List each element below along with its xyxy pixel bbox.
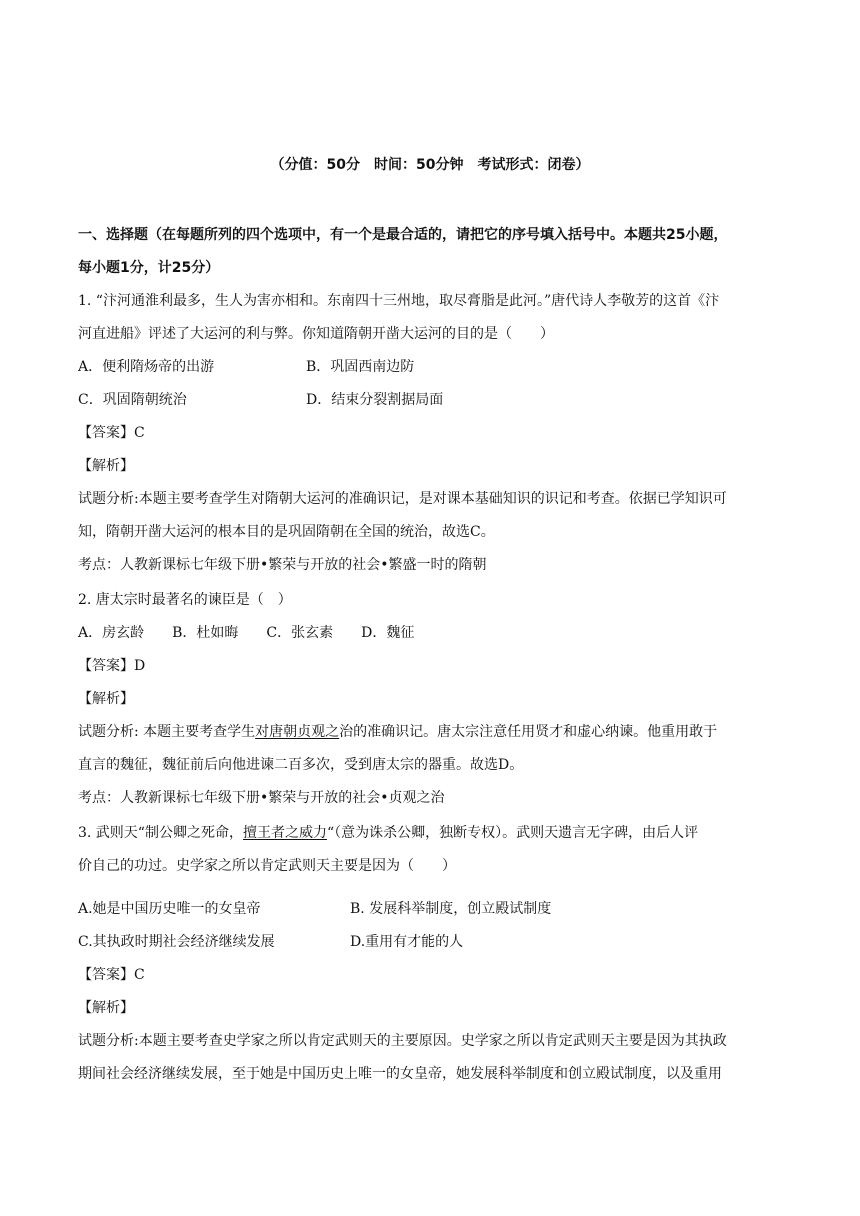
- section-title-line1: 一、选择题（在每题所列的四个选项中，有一个是最合适的，请把它的序号填入括号中。本题共25小题，: [78, 227, 728, 243]
- exam-info: （分值：50分 时间：50分钟 考试形式：闭卷）: [270, 157, 590, 173]
- q1-analysis-line1: 试题分析:本题主要考查学生对隋朝大运河的准确识记，是对课本基础知识的识记和考查。依据已学知识可: [78, 491, 727, 507]
- q3-analysis-line2: 期间社会经济继续发展，至于她是中国历史上唯一的女皇帝，她发展科举制度和创立殿试制度，以及重用: [78, 1066, 722, 1082]
- q1-analysis-line2: 知，隋朝开凿大运河的根本目的是巩固隋朝在全国的统治，故选C。: [78, 524, 495, 540]
- q3-stem-underlined: 擅王者之威力: [242, 825, 327, 841]
- q3-answer: 【答案】C: [78, 967, 145, 983]
- q2-analysis-line2: 直言的魏征，魏征前后向他进谏二百多次，受到唐太宗的器重。故选D。: [78, 757, 524, 773]
- q3-option-b: B. 发展科举制度，创立殿试制度: [350, 901, 552, 917]
- q3-stem-post: “（意为诛杀公卿，独断专权）。武则天遗言无字碑，由后人评: [326, 825, 699, 841]
- q2-options: A．房玄龄 B．杜如晦 C．张玄素 D．魏征: [78, 625, 415, 641]
- q2-analysis-pre: 试题分析: 本题主要考查学生: [78, 724, 256, 740]
- q2-knowledge-point: 考点：人教新课标七年级下册•繁荣与开放的社会•贞观之治: [78, 790, 445, 806]
- q1-stem-line1: 1. “汴河通淮利最多，生人为害亦相和。东南四十三州地，取尽膏脂是此河。”唐代诗人李敬芳的这首《汴: [78, 293, 720, 309]
- q2-stem: 2. 唐太宗时最著名的谏臣是（ ）: [78, 592, 292, 608]
- q1-option-d: D．结束分裂割据局面: [306, 392, 444, 408]
- section-title-line2: 每小题1分，计25分）: [78, 260, 220, 276]
- q2-analysis-line1: [78, 722, 717, 742]
- q1-answer: 【答案】C: [78, 425, 145, 441]
- q3-stem-pre: 3. 武则天“制公卿之死命，: [78, 825, 243, 841]
- q3-option-d: D.重用有才能的人: [350, 934, 464, 950]
- q1-analysis-label: 【解析】: [78, 458, 134, 474]
- q2-answer: 【答案】D: [78, 658, 146, 674]
- q2-analysis-label: 【解析】: [78, 691, 134, 707]
- q2-analysis-underlined: 对唐朝贞观之: [255, 724, 340, 740]
- q3-analysis-line1: 试题分析:本题主要考查史学家之所以肯定武则天的主要原因。史学家之所以肯定武则天主要是因为其执政: [78, 1033, 727, 1049]
- q1-stem-line2: 河直进船》评述了大运河的利与弊。你知道隋朝开凿大运河的目的是（ ）: [78, 326, 554, 342]
- q3-option-a: A.她是中国历史唯一的女皇帝: [78, 901, 261, 917]
- q1-knowledge-point: 考点：人教新课标七年级下册•繁荣与开放的社会•繁盛一时的隋朝: [78, 557, 487, 573]
- q3-stem-line1: [78, 823, 698, 843]
- q3-option-c: C.其执政时期社会经济继续发展: [78, 934, 275, 950]
- q1-option-c: C．巩固隋朝统治: [78, 392, 187, 408]
- q1-option-b: B．巩固西南边防: [306, 359, 415, 375]
- q3-stem-line2: 价自己的功过。史学家之所以肯定武则天主要是因为（ ）: [78, 858, 456, 874]
- q3-analysis-label: 【解析】: [78, 1000, 134, 1016]
- q1-option-a: A．便利隋炀帝的出游: [78, 359, 215, 375]
- q2-analysis-post: 治的准确识记。唐太宗注意任用贤才和虚心纳谏。他重用敢于: [339, 724, 718, 740]
